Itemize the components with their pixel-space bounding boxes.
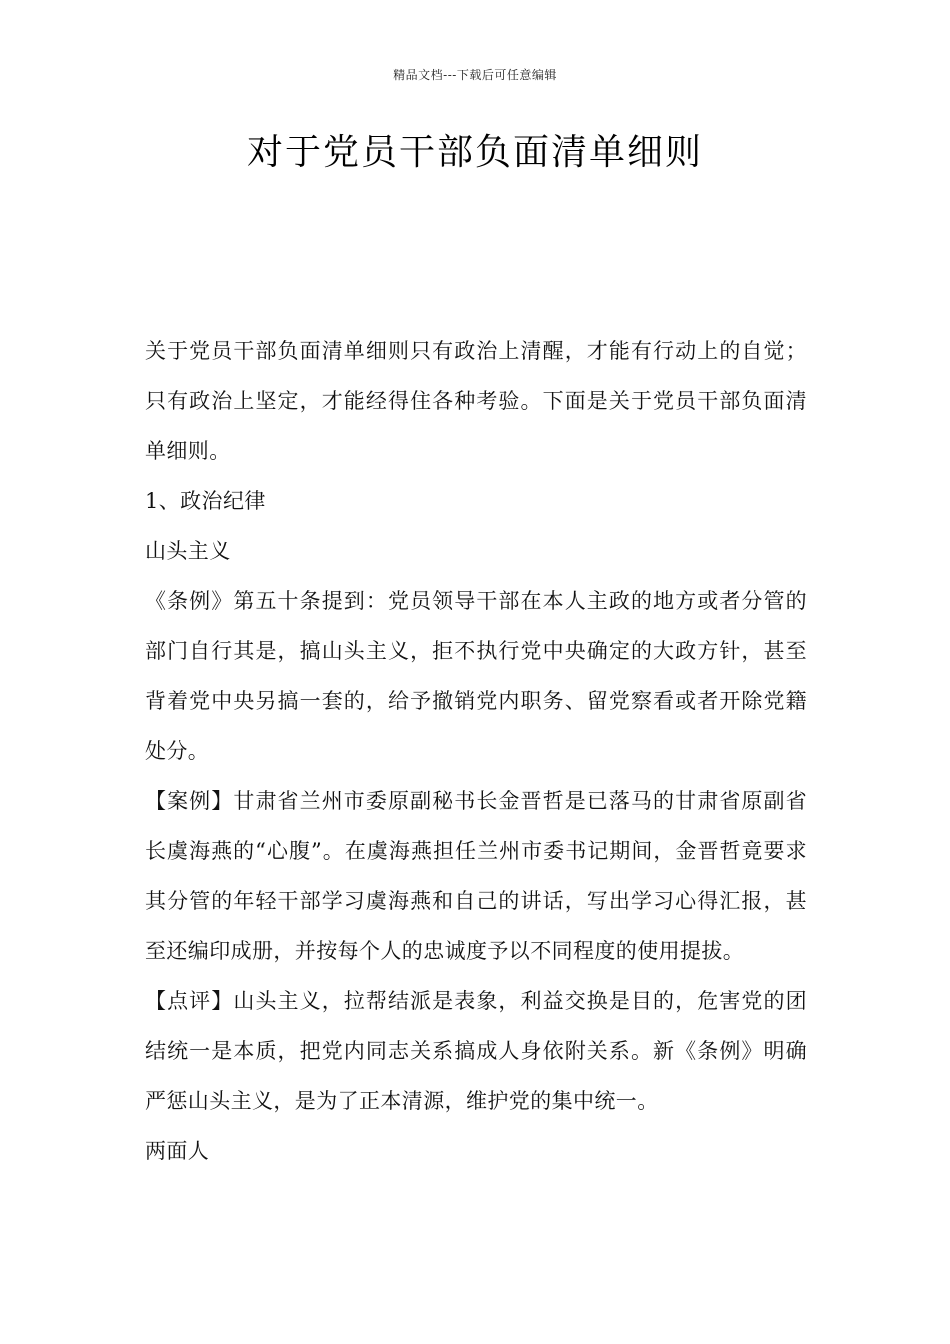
- paragraph-case: 【案例】甘肃省兰州市委原副秘书长金晋哲是已落马的甘肃省原副省长虞海燕的“心腹”。在虞海燕担任兰州市委书记期间，金晋哲竟要求其分管的年轻干部学习虞海燕和自己的讲话，写出学习心得汇报，甚至还编印成册，并按每个人的忠诚度予以不同程度的使用提拔。: [145, 789, 807, 963]
- document-title: 对于党员干部负面清单细则: [246, 132, 703, 173]
- section-heading-political-discipline: 1、政治纪律: [145, 489, 266, 513]
- paragraph-intro: 关于党员干部负面清单细则只有政治上清醒，才能有行动上的自觉；只有政治上坚定，才能经得住各种考验。下面是关于党员干部负面清单细则。: [145, 339, 807, 463]
- paragraph-regulation: 《条例》第五十条提到：党员领导干部在本人主政的地方或者分管的部门自行其是，搞山头主义，拒不执行党中央确定的大政方针，甚至背着党中央另搞一套的，给予撤销党内职务、留党察看或者开除党籍处分。: [145, 589, 807, 763]
- header-note: 精品文档---下载后可任意编辑: [393, 68, 557, 82]
- paragraph-comment: 【点评】山头主义，拉帮结派是表象，利益交换是目的，危害党的团结统一是本质，把党内同志关系搞成人身依附关系。新《条例》明确严惩山头主义，是为了正本清源，维护党的集中统一。: [145, 989, 807, 1113]
- subheading-mountaintop: 山头主义: [145, 539, 231, 563]
- subheading-two-faced: 两面人: [145, 1139, 210, 1163]
- document-body: [145, 326, 807, 1176]
